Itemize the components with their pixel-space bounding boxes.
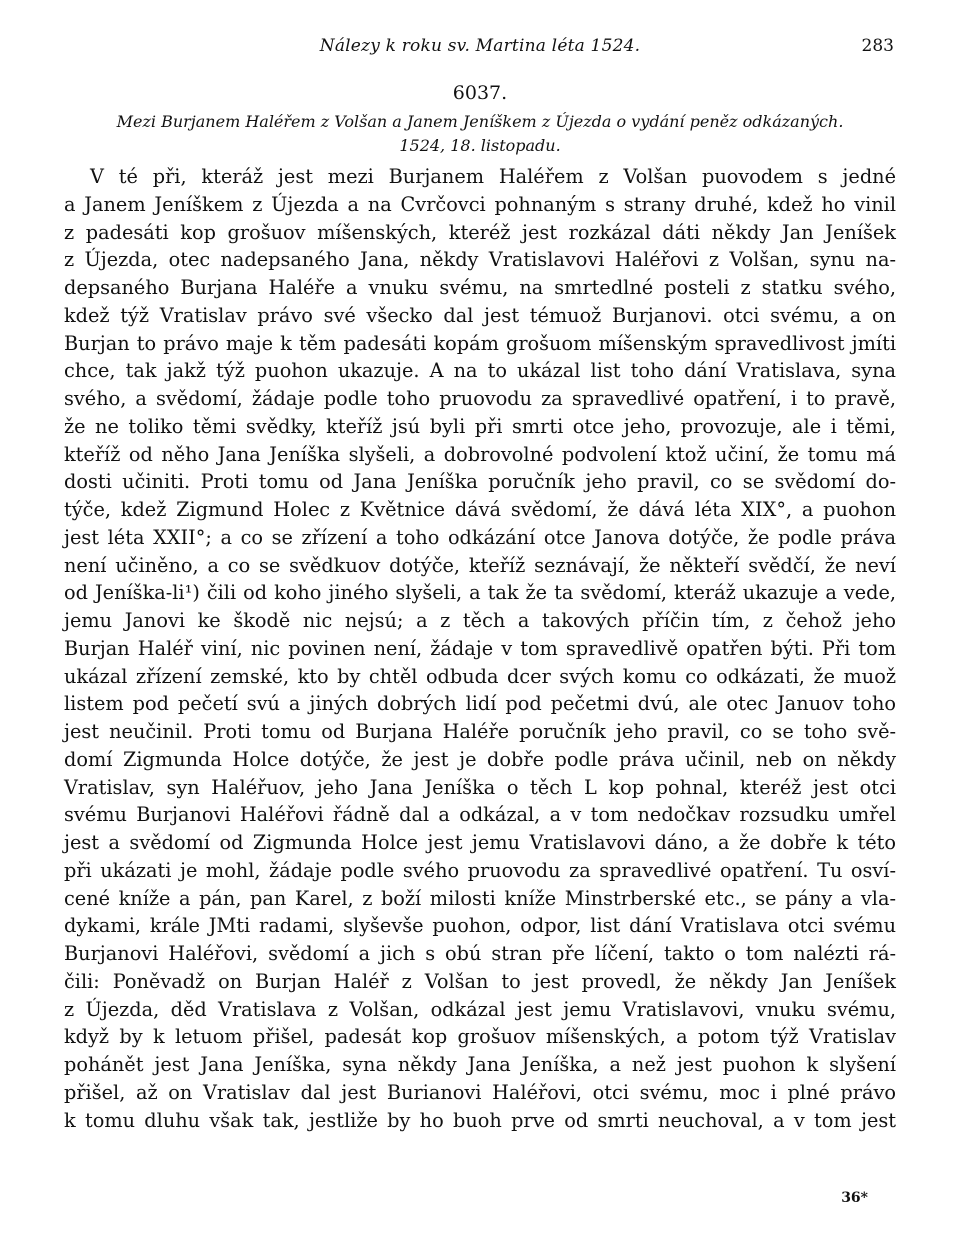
body-line: jest a svědomí od Zigmunda Holce jest jemu Vratislavovi dáno, a že dobře k této: [64, 831, 896, 854]
body-line: a Janem Jeníškem z Újezda a na Cvrčovci pohnaným s strany druhé, kdež ho vinil: [64, 192, 896, 216]
body-line: Burjan to právo maje k těm padesáti kopám grošuom míšenským spravedlivost jmíti: [64, 331, 896, 355]
body-line: při ukázati je mohl, žádaje podle svého pruovodu za spravedlivé opatření. Tu osví-: [64, 858, 896, 882]
body-line: jemu Janovi ke škodě nic nejsú; a z těch a takových příčin tím, z čehož jeho: [64, 609, 896, 632]
body-line: cené kníže a pán, pan Karel, z boží milosti kníže Minstrberské etc., se pány a vla-: [64, 886, 896, 910]
body-line: svého, a svědomí, žádaje podle toho pruovodu za spravedlivé opatření, i to pravě,: [64, 387, 896, 410]
body-line: Burjanovi Haléřovi, svědomí a jich s obú stran pře líčení, takto o tom nalézti rá-: [64, 942, 896, 965]
document-heading: [64, 110, 896, 158]
body-line: ukázal zřízení zemské, kto by chtěl odbuda dcer svých komu co odkázati, že muož: [64, 664, 896, 688]
heading-date-line: 1524, 18. listopadu.: [399, 136, 561, 155]
body-line: jest léta XXII°; a co se zřízení a toho odkázání otce Janova dotýče, že podle práva: [64, 525, 896, 549]
body-line: k tomu dluhu však tak, jestliže by ho buoh prve od smrti neuchoval, a v tom jest: [64, 1108, 896, 1132]
body-line: z Újezda, otec nadepsaného Jana, někdy Vratislavovi Haléřovi z Volšan, synu na-: [64, 248, 896, 272]
heading-line: Mezi Burjanem Haléřem z Volšan a Janem Jeníškem z Újezda o vydání peněz odkázaných.: [116, 112, 844, 131]
body-line: z padesáti kop grošuov míšenských, kteréž jest rozkázal dáti někdy Jan Jeníšek: [64, 220, 896, 244]
body-line: chce, tak jakž týž puohon ukazuje. A na to ukázal list toho dání Vratislava, syna: [64, 359, 896, 383]
body-line: z Újezda, děd Vratislava z Volšan, odkázal jest jemu Vratislavovi, vnuku svému,: [64, 997, 896, 1021]
signature-mark: 36*: [841, 1190, 868, 1206]
body-line: depsaného Burjana Haléře a vnuku svému, na smrtedlné posteli z statku svého,: [64, 276, 896, 299]
body-line: od Jeníška-li¹) čili od koho jiného slyšeli, a tak že ta svědomí, kteráž ukazuje a vede,: [64, 581, 896, 605]
body-line: není učiněno, a co se svědkuov dotýče, kteříž seznávají, že někteří svědčí, že neví: [64, 553, 896, 577]
body-line: listem pod pečetí svú a jiných dobrých lidí pod pečetmi dvú, ale otec Januov toho: [64, 692, 896, 716]
body-line: V té při, kteráž jest mezi Burjanem Haléřem z Volšan puovodem s jedné: [90, 165, 896, 188]
body-line: pohánět jest Jana Jeníška, syna někdy Jana Jeníška, a než jest puohon k slyšení: [64, 1053, 896, 1076]
body-line: když by k letuom přišel, padesát kop grošuov míšenských, a potom týž Vratislav: [64, 1025, 896, 1049]
document-number: 6037.: [452, 82, 508, 104]
body-line: domí Zigmunda Holce dotýče, že jest je dobře podle práva učinil, neb on někdy: [64, 747, 896, 771]
body-line: týče, kdež Zigmund Holec z Květnice dává svědomí, že dává léta XIX°, a puohon: [64, 498, 896, 521]
running-title: Nálezy k roku sv. Martina léta 1524.: [319, 36, 641, 56]
body-line: kdež týž Vratislav právo své všecko dal jest témuož Burjanovi. otci svému, a on: [64, 303, 896, 327]
body-line: kteříž od něho Jana Jeníška slyšeli, a dobrovolné podvolení ktož učiní, že tomu má: [64, 442, 896, 466]
body-text: [64, 163, 896, 1134]
body-line: přišel, až on Vratislav dal jest Burianovi Haléřovi, otci svému, moc i plné právo: [64, 1080, 896, 1104]
running-header: [0, 36, 960, 60]
body-line: jest neučinil. Proti tomu od Burjana Haléře poručník jeho pravil, co se toho svě-: [64, 720, 896, 743]
body-line: čili: Poněvadž on Burjan Haléř z Volšan to jest provedl, že někdy Jan Jeníšek: [64, 969, 896, 993]
body-line: dosti učiniti. Proti tomu od Jana Jeníška poručník jeho pravil, co se svědomí do-: [64, 470, 896, 494]
body-line: Burjan Haléř viní, nic povinen není, žádaje v tom spravedlivě opatřen býti. Při tom: [64, 636, 896, 660]
body-line: že ne toliko těmi svědky, kteříž jsú byli při smrti otce jeho, provozuje, ale i těmi,: [64, 414, 896, 438]
body-line: Vratislav, syn Haléřuov, jeho Jana Jeníška o těch L kop pohnal, kteréž jest otci: [64, 775, 896, 799]
page-number: 283: [861, 36, 894, 56]
body-line: svému Burjanovi Haléřovi řádně dal a odkázal, a v tom nedočkav rozsudku umřel: [64, 803, 896, 827]
body-line: dykami, krále JMti radami, slyševše puohon, odpor, list dání Vratislava otci svému: [64, 914, 896, 938]
